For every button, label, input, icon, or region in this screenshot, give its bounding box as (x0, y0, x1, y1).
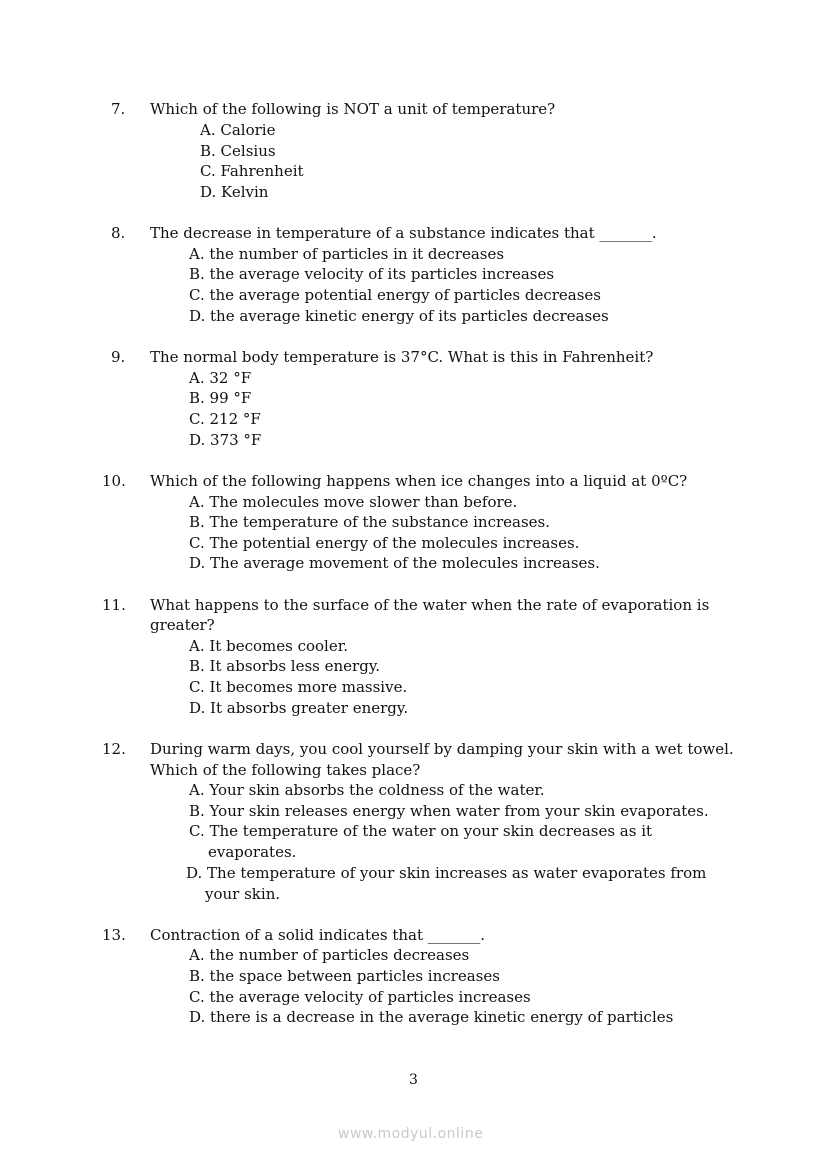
option-c-continued: evaporates. (208, 843, 297, 861)
option-a: A. The molecules move slower than before. (189, 493, 518, 511)
option-d: D. Kelvin (200, 183, 269, 201)
page-number: 3 (409, 1072, 418, 1088)
option-a: A. the number of particles decreases (189, 946, 470, 964)
option-b: B. the average velocity of its particles increases (189, 265, 555, 283)
question-text: Which of the following happens when ice changes into a liquid at 0ºC? (150, 472, 688, 490)
option-b: B. It absorbs less energy. (189, 657, 381, 675)
question-text-continued: Which of the following takes place? (150, 761, 421, 779)
question-text: During warm days, you cool yourself by damping your skin with a wet towel. (150, 740, 734, 758)
option-c: C. the average potential energy of particles decreases (189, 286, 602, 304)
option-c: C. the average velocity of particles increases (189, 988, 531, 1006)
option-c: C. It becomes more massive. (189, 678, 408, 696)
question-number: 8. (111, 224, 126, 242)
question-number: 11. (102, 596, 126, 614)
question-text: The normal body temperature is 37°C. What is this in Fahrenheit? (150, 348, 654, 366)
option-a: A. Your skin absorbs the coldness of the water. (189, 781, 545, 799)
question-number: 13. (102, 926, 126, 944)
option-d: D. there is a decrease in the average kinetic energy of particles (189, 1008, 674, 1026)
option-d-continued: your skin. (205, 885, 281, 903)
option-d: D. The average movement of the molecules increases. (189, 554, 600, 572)
option-d: D. the average kinetic energy of its particles decreases (189, 307, 609, 325)
option-a: A. Calorie (200, 121, 276, 139)
option-c: C. The temperature of the water on your skin decreases as it (189, 822, 653, 840)
option-c: C. 212 °F (189, 410, 261, 428)
option-b: B. The temperature of the substance increases. (189, 513, 551, 531)
option-b: B. 99 °F (189, 389, 252, 407)
option-a: A. It becomes cooler. (189, 637, 348, 655)
option-a: A. 32 °F (189, 369, 252, 387)
option-a: A. the number of particles in it decreases (189, 245, 505, 263)
option-b: B. the space between particles increases (189, 967, 500, 985)
question-number: 10. (102, 472, 126, 490)
question-text: The decrease in temperature of a substance indicates that _______. (150, 224, 657, 242)
option-c: C. Fahrenheit (200, 162, 304, 180)
watermark: www.modyul.online (338, 1126, 484, 1142)
question-text: Which of the following is NOT a unit of temperature? (150, 100, 556, 118)
question-text: Contraction of a solid indicates that _______. (150, 926, 486, 944)
option-d: D. The temperature of your skin increases as water evaporates from (186, 864, 707, 882)
question-number: 7. (111, 100, 126, 118)
option-b: B. Celsius (200, 142, 276, 160)
question-text-continued: greater? (150, 616, 215, 634)
question-number: 12. (102, 740, 126, 758)
option-c: C. The potential energy of the molecules increases. (189, 534, 580, 552)
question-text: What happens to the surface of the water when the rate of evaporation is (150, 596, 710, 614)
option-d: D. It absorbs greater energy. (189, 699, 409, 717)
question-number: 9. (111, 348, 126, 366)
option-b: B. Your skin releases energy when water from your skin evaporates. (189, 802, 709, 820)
option-d: D. 373 °F (189, 431, 262, 449)
